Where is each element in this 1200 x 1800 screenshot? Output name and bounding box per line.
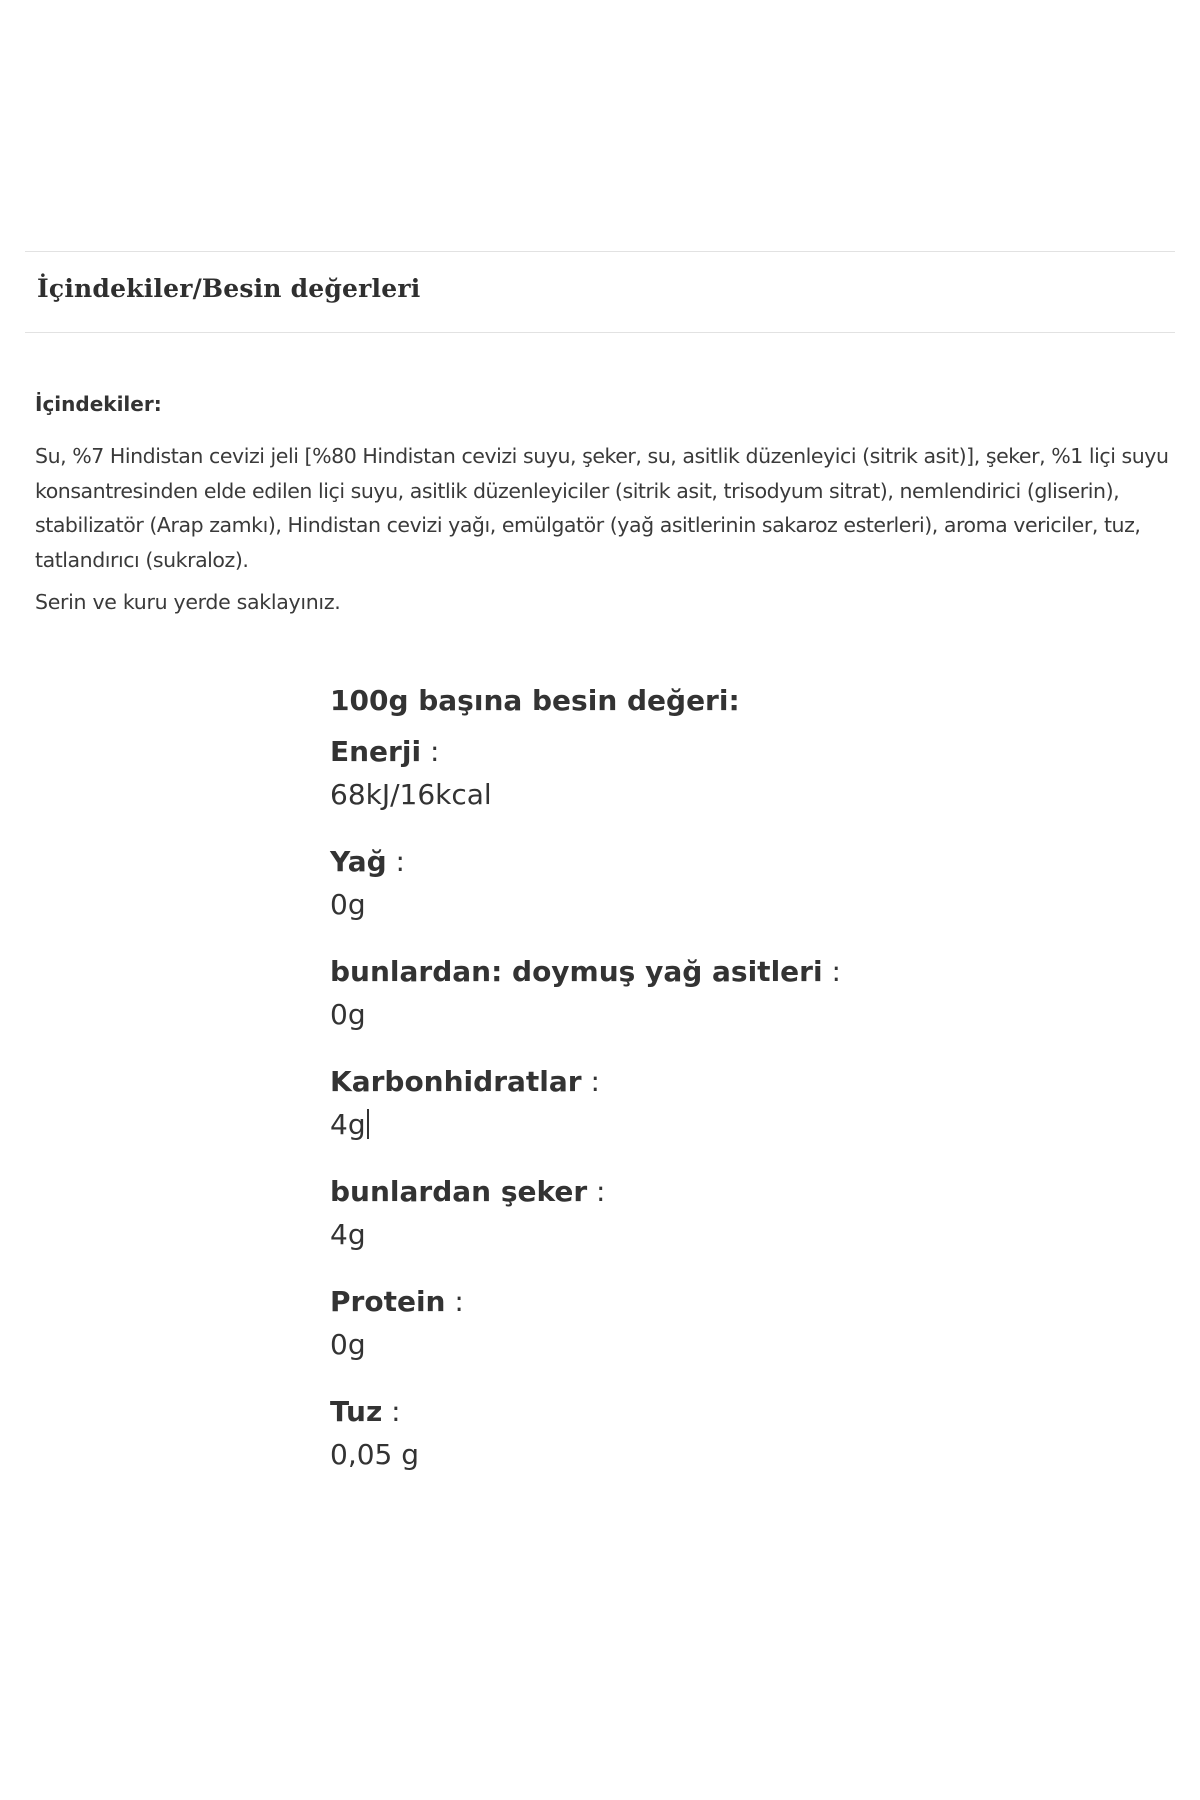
nutrient-salt: [330, 1392, 1030, 1502]
nutrient-name: Karbonhidratlar: [330, 1065, 582, 1098]
nutrient-colon: :: [445, 1285, 464, 1318]
nutrient-energy: [330, 732, 1030, 842]
nutrient-label: [330, 1062, 600, 1102]
nutrient-protein: [330, 1282, 1030, 1392]
nutrient-label: [330, 1172, 606, 1212]
nutrient-name: Yağ: [330, 845, 387, 878]
nutrient-name: Enerji: [330, 735, 422, 768]
nutrient-saturated-fat: [330, 952, 1030, 1062]
section-title: İçindekiler/Besin değerleri: [37, 274, 421, 303]
ingredients-heading: İçindekiler:: [35, 392, 162, 416]
nutrient-fat: [330, 842, 1030, 952]
nutrient-sugars: [330, 1172, 1030, 1282]
nutrient-carbohydrates: [330, 1062, 1030, 1172]
nutrient-name: Tuz: [330, 1395, 383, 1428]
nutrient-value: 68kJ/16kcal: [330, 778, 492, 811]
nutrient-value-with-cursor: [330, 1105, 369, 1145]
text-cursor: [367, 1109, 369, 1139]
nutrient-value: 0g: [330, 888, 366, 921]
nutrient-value: 0g: [330, 1328, 366, 1361]
nutrient-value-text: 4g: [330, 1108, 366, 1141]
nutrient-colon: :: [822, 955, 841, 988]
nutrient-label: [330, 842, 405, 882]
nutrient-colon: :: [581, 1065, 600, 1098]
storage-instructions: Serin ve kuru yerde saklayınız.: [35, 590, 341, 614]
nutrient-name: bunlardan şeker: [330, 1175, 588, 1208]
nutrient-colon: :: [587, 1175, 606, 1208]
nutrient-colon: :: [386, 845, 405, 878]
nutrient-label: [330, 952, 841, 992]
nutrient-name: bunlardan: doymuş yağ asitleri: [330, 955, 823, 988]
nutrient-colon: :: [421, 735, 440, 768]
nutrient-value: 0g: [330, 998, 366, 1031]
nutrient-label: [330, 1392, 401, 1432]
nutrient-name: Protein: [330, 1285, 446, 1318]
nutrition-facts: [330, 670, 1030, 1502]
nutrient-colon: :: [382, 1395, 401, 1428]
section-header: [25, 251, 1175, 333]
nutrient-label: [330, 1282, 464, 1322]
nutrient-value: 4g: [330, 1218, 366, 1251]
ingredients-text: Su, %7 Hindistan cevizi jeli [%80 Hindistan cevizi suyu, şeker, su, asitlik düzenleyici (sitrik asit)], şeker, %1 liçi suyu konsantresinden elde edilen liçi suyu, asitlik düzenleyiciler (sitrik asit, trisodyum sitrat), nemlendirici (gliserin), stabilizatör (Arap zamkı), Hindistan cevizi yağı, emülgatör (yağ asitlerinin sakaroz esterleri), aroma vericiler, tuz, tatlandırıcı (sukraloz).: [35, 444, 1169, 572]
nutrient-value: 0,05 g: [330, 1438, 420, 1471]
nutrition-title: 100g başına besin değeri:: [330, 684, 740, 717]
nutrient-label: [330, 732, 439, 772]
